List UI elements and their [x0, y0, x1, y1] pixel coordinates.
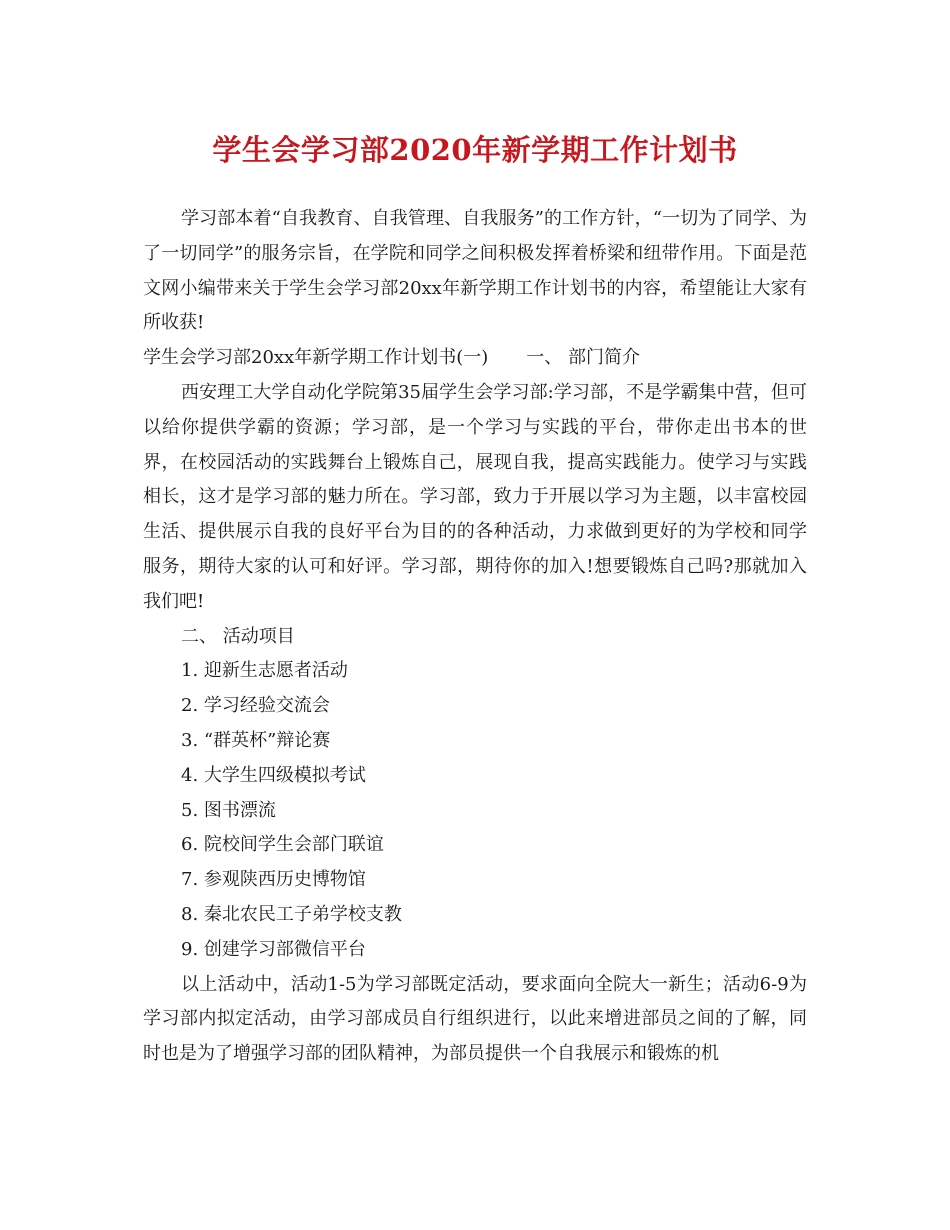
- plan-heading-line: [143, 341, 807, 376]
- list-item: 1. 迎新生志愿者活动: [181, 660, 348, 682]
- list-item: 6. 院校间学生会部门联谊: [181, 834, 384, 856]
- section1-heading: 一、 部门简介: [526, 347, 640, 369]
- list-item: 2. 学习经验交流会: [181, 695, 330, 717]
- list-item: 7. 参观陕西历史博物馆: [181, 869, 366, 891]
- list-item: 4. 大学生四级模拟考试: [181, 764, 366, 786]
- plan-heading: 学生会学习部20xx年新学期工作计划书(一): [143, 347, 489, 369]
- intro-paragraph: 学习部本着“自我教育、自我管理、自我服务”的工作方针，“一切为了同学、为了一切同学”的服务宗旨，在学院和同学之间积极发挥着桥梁和纽带作用。下面是范文网小编带来关于学生会学习部20xx年新学期工作计划书的内容，希望能让大家有所收获!: [143, 208, 807, 334]
- document-title: 学生会学习部2020年新学期工作计划书: [212, 133, 738, 167]
- document-body: [143, 202, 807, 1072]
- section2-heading: 二、 活动项目: [181, 625, 295, 647]
- list-item: 3. “群英杯”辩论赛: [181, 729, 331, 751]
- list-item: 5. 图书漂流: [181, 799, 276, 821]
- list-item: 8. 秦北农民工子弟学校支教: [181, 903, 402, 925]
- section1-paragraph: 西安理工大学自动化学院第35届学生会学习部:学习部，不是学霸集中营，但可以给你提供学霸的资源；学习部，是一个学习与实践的平台，带你走出书本的世界，在校园活动的实践舞台上锻炼自己，展现自我，提高实践能力。使学习与实践相长，这才是学习部的魅力所在。学习部，致力于开展以学习为主题，以丰富校园生活、提供展示自我的良好平台为目的的各种活动，力求做到更好的为学校和同学服务，期待大家的认可和好评。学习部，期待你的加入!想要锻炼自己吗?那就加入我们吧!: [143, 381, 807, 612]
- list-item: 9. 创建学习部微信平台: [181, 938, 366, 960]
- closing-paragraph: 以上活动中，活动1-5为学习部既定活动，要求面向全院大一新生；活动6-9为学习部内拟定活动，由学习部成员自行组织进行，以此来增进部员之间的了解，同时也是为了增强学习部的团队精神，为部员提供一个自我展示和锻炼的机: [143, 973, 807, 1065]
